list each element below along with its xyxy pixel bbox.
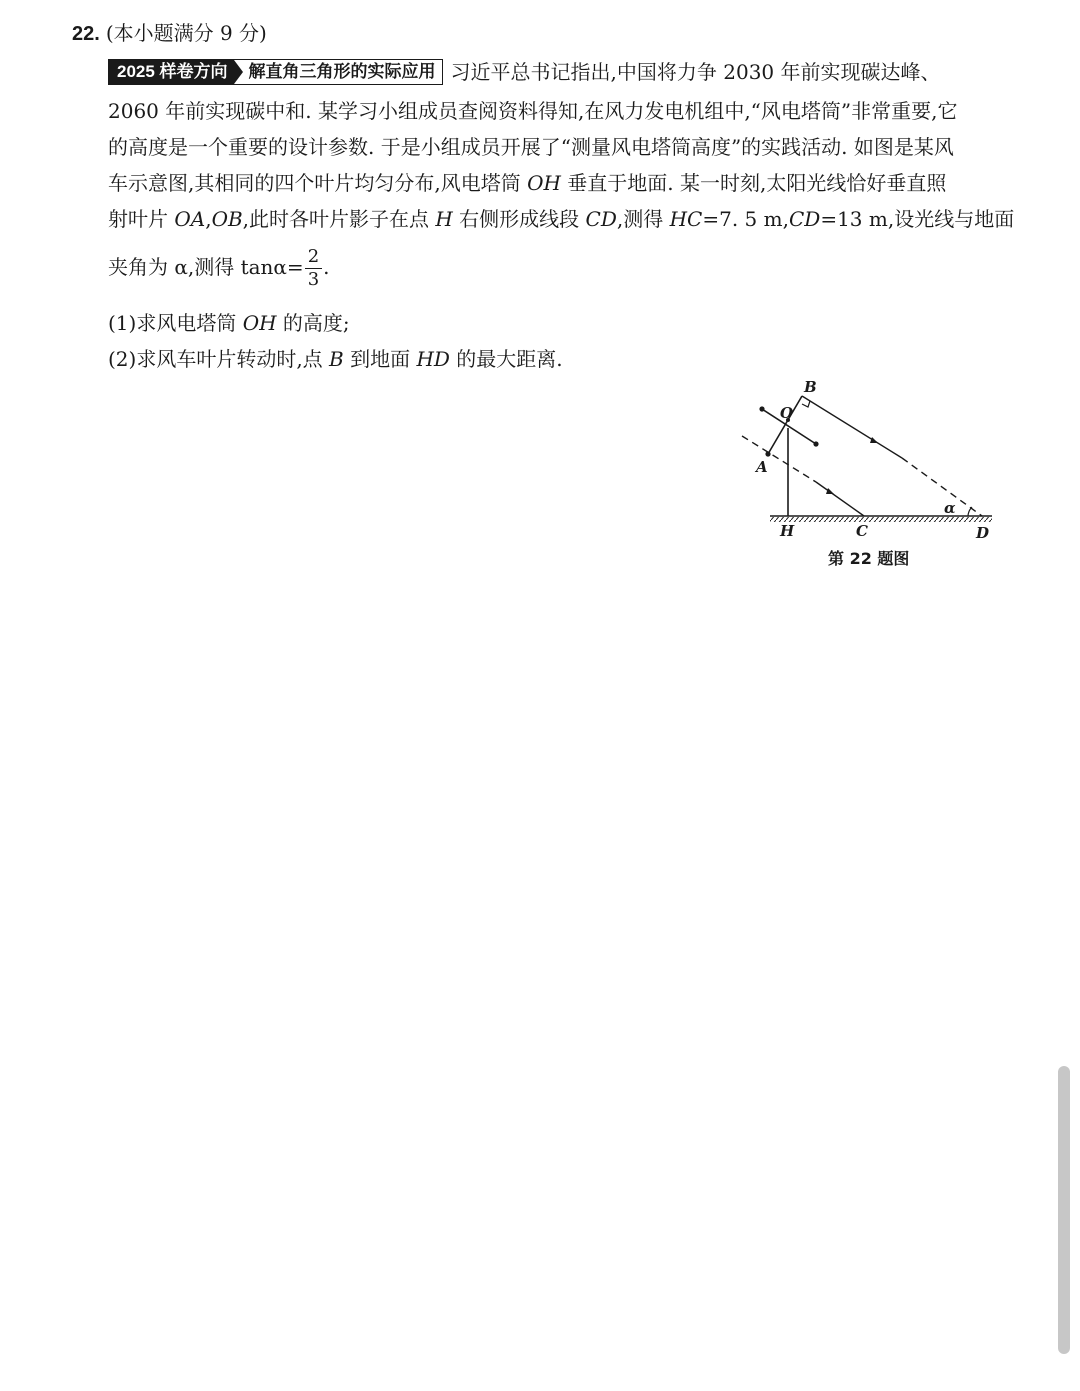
tag-topic: 解直角三角形的实际应用 xyxy=(248,62,436,81)
line6-text-a: 夹角为 α,测得 tanα= xyxy=(108,255,304,279)
label-c: C xyxy=(856,522,868,540)
line5-text-b: ,此时各叶片影子在点 xyxy=(242,207,436,231)
ray-b-arrow-icon xyxy=(870,437,878,443)
var-cd-2: CD xyxy=(788,207,821,231)
right-angle-marker xyxy=(802,401,810,407)
label-d: D xyxy=(976,524,990,542)
label-a: A xyxy=(756,458,768,476)
label-h: H xyxy=(780,522,795,540)
blade-tip-right xyxy=(813,441,818,446)
part1-var-oh: OH xyxy=(242,311,277,335)
windmill-diagram xyxy=(736,376,996,572)
line5-text-f: =13 m,设光线与地面 xyxy=(820,207,1015,231)
var-ob: OB xyxy=(211,207,243,231)
label-o: O xyxy=(780,404,794,422)
line6-text-b: . xyxy=(323,255,330,279)
line3-text: 的高度是一个重要的设计参数. 于是小组成员开展了“测量风电塔筒高度”的实践活动. 如图是某风 xyxy=(108,135,954,159)
part1-text-a: (1)求风电塔筒 xyxy=(108,311,243,335)
question-number: 22. xyxy=(72,23,100,45)
line2-text: 2060 年前实现碳中和. 某学习小组成员查阅资料得知,在风力发电机组中,“风电塔筒”非常重要,它 xyxy=(108,99,958,123)
ray-a-arrow-icon xyxy=(826,488,834,494)
var-oh: OH xyxy=(527,171,561,195)
line5-text-c: 右侧形成线段 xyxy=(452,207,586,231)
part2-var-b: B xyxy=(329,347,344,371)
ground-hatch xyxy=(770,517,992,522)
part2-text-b: 到地面 xyxy=(343,347,417,371)
question-header xyxy=(72,18,267,49)
part2-text-c: 的最大距离. xyxy=(449,347,563,371)
ray-a-solid xyxy=(816,482,864,516)
part2-text-a: (2)求风车叶片转动时,点 xyxy=(108,347,330,371)
label-alpha: α xyxy=(944,499,956,517)
line4-text-b: 垂直于地面. 某一时刻,太阳光线恰好垂直照 xyxy=(560,171,947,195)
blade-tip-left xyxy=(759,406,764,411)
ray-a-dashed xyxy=(742,436,816,482)
line5-text-a: 射叶片 xyxy=(108,207,175,231)
question-line-1 xyxy=(108,54,1008,90)
question-line-6 xyxy=(108,246,1008,291)
part2-var-hd: HD xyxy=(416,347,450,371)
fraction-denominator: 3 xyxy=(307,269,320,290)
sub-question-1 xyxy=(108,305,1008,341)
ray-b-solid xyxy=(802,396,902,458)
tag-year: 2025 样卷方向 xyxy=(109,60,234,84)
line5-text-e: =7. 5 m, xyxy=(702,207,789,231)
line4-text-a: 车示意图,其相同的四个叶片均匀分布,风电塔筒 xyxy=(108,171,528,195)
var-oa: OA xyxy=(174,207,206,231)
var-h: H xyxy=(435,207,453,231)
var-hc: HC xyxy=(669,207,703,231)
tag-arrow-icon xyxy=(234,60,243,84)
alpha-arc xyxy=(968,507,972,516)
question-line-3 xyxy=(108,129,1008,165)
figure-caption: 第 22 题图 xyxy=(828,549,910,568)
line5-text-d: ,测得 xyxy=(616,207,670,231)
question-score: (本小题满分 9 分) xyxy=(105,21,267,45)
question-line-2 xyxy=(108,93,1008,129)
topic-tag xyxy=(108,59,443,85)
fraction-numerator: 2 xyxy=(305,246,322,269)
line5-comma: , xyxy=(205,207,212,231)
line1-text: 习近平总书记指出,中国将力争 2030 年前实现碳达峰、 xyxy=(450,60,941,84)
sub-question-2 xyxy=(108,341,1008,377)
question-line-4 xyxy=(108,165,1008,201)
ray-b-dashed xyxy=(902,458,982,516)
part1-text-b: 的高度; xyxy=(276,311,350,335)
vertical-scrollbar[interactable] xyxy=(1058,1066,1070,1354)
label-b: B xyxy=(804,378,817,396)
fraction-tan xyxy=(305,246,322,291)
var-cd: CD xyxy=(585,207,617,231)
question-line-5 xyxy=(108,201,1015,237)
